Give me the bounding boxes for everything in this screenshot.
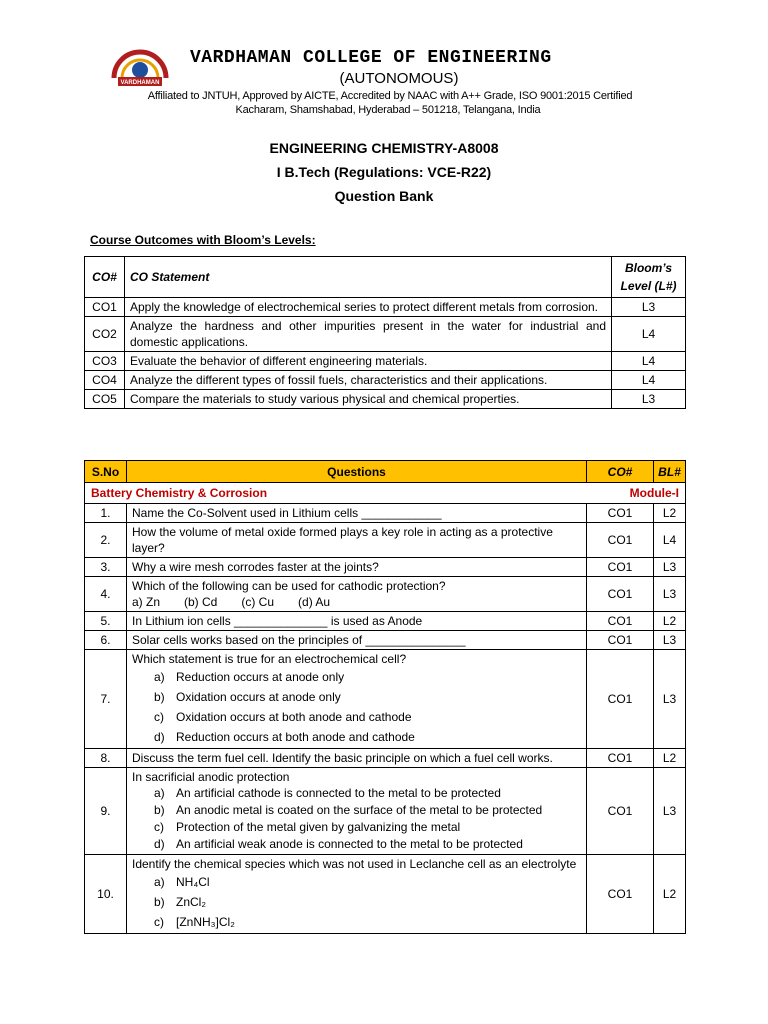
co-level: L3 xyxy=(612,390,686,409)
option: a) An artificial cathode is connected to the metal to be protected xyxy=(154,786,501,800)
program-title: I B.Tech (Regulations: VCE-R22) xyxy=(276,164,492,180)
question-stem: Which of the following can be used for cathodic protection? xyxy=(132,579,446,593)
col-statement: CO Statement xyxy=(125,257,612,298)
co-id: CO3 xyxy=(85,352,125,371)
table-row xyxy=(85,612,686,631)
module-row xyxy=(85,483,686,504)
question-number: 2. xyxy=(85,523,127,558)
co-level: L4 xyxy=(612,371,686,390)
question-co: CO1 xyxy=(587,523,654,558)
table-row xyxy=(85,558,686,577)
question-co: CO1 xyxy=(587,631,654,650)
question-number: 9. xyxy=(85,768,127,855)
co-statement: Apply the knowledge of electrochemical series to protect different metals from corrosion. xyxy=(125,298,612,317)
question-bl: L3 xyxy=(654,650,686,749)
question-number: 6. xyxy=(85,631,127,650)
question-number: 3. xyxy=(85,558,127,577)
option: (b) Cd xyxy=(184,595,218,609)
question-bl: L2 xyxy=(654,749,686,768)
table-row xyxy=(85,371,686,390)
question-text xyxy=(127,577,587,612)
question-co: CO1 xyxy=(587,558,654,577)
question-number: 10. xyxy=(85,855,127,934)
question-number: 4. xyxy=(85,577,127,612)
table-row xyxy=(85,504,686,523)
table-row xyxy=(85,631,686,650)
question-co: CO1 xyxy=(587,504,654,523)
affiliation-line: Affiliated to JNTUH, Approved by AICTE, Accredited by NAAC with A++ Grade, ISO 9001:2015 Certified xyxy=(147,90,633,102)
col-co: CO# xyxy=(587,461,654,483)
table-row xyxy=(85,390,686,409)
question-options xyxy=(132,872,581,932)
question-co: CO1 xyxy=(587,768,654,855)
question-text xyxy=(127,855,587,934)
option: b) An anodic metal is coated on the surface of the metal to be protected xyxy=(154,803,543,817)
question-number: 1. xyxy=(85,504,127,523)
co-id: CO2 xyxy=(85,317,125,352)
course-outcomes-heading: Course Outcomes with Bloom’s Levels: xyxy=(90,233,316,247)
col-sno: S.No xyxy=(85,461,127,483)
co-level: L3 xyxy=(612,298,686,317)
co-level: L4 xyxy=(612,352,686,371)
col-bloom-level: Bloom’s Level (L#) xyxy=(612,257,686,298)
question-stem: Identify the chemical species which was not used in Leclanche cell as an electrolyte xyxy=(132,857,577,871)
question-bl: L2 xyxy=(654,855,686,934)
document-titles xyxy=(0,136,768,208)
question-stem: Which statement is true for an electrochemical cell? xyxy=(132,652,407,666)
co-id: CO4 xyxy=(85,371,125,390)
option: a) Zn xyxy=(132,595,161,609)
option: a) NH₄Cl xyxy=(154,875,210,889)
option: a) Reduction occurs at anode only xyxy=(154,670,345,684)
question-text: Why a wire mesh corrodes faster at the joints? xyxy=(127,558,587,577)
address-line: Kacharam, Shamshabad, Hyderabad – 501218, Telangana, India xyxy=(235,104,541,116)
question-options xyxy=(132,594,581,610)
course-title: ENGINEERING CHEMISTRY-A8008 xyxy=(269,140,499,156)
autonomous-label: (AUTONOMOUS) xyxy=(339,70,459,87)
option: b) Oxidation occurs at anode only xyxy=(154,690,341,704)
module-label: Module-I xyxy=(629,486,679,500)
question-text xyxy=(127,650,587,749)
co-statement: Analyze the hardness and other impurities present in the water for industrial and domestic applications. xyxy=(125,317,612,352)
question-bank-table xyxy=(84,460,686,934)
question-bl: L3 xyxy=(654,577,686,612)
table-row xyxy=(85,768,686,855)
question-number: 7. xyxy=(85,650,127,749)
question-text: How the volume of metal oxide formed plays a key role in acting as a protective layer? xyxy=(127,523,587,558)
question-table-header xyxy=(85,461,686,483)
question-bl: L4 xyxy=(654,523,686,558)
college-name: VARDHAMAN COLLEGE OF ENGINEERING xyxy=(190,48,552,68)
col-questions: Questions xyxy=(127,461,587,483)
question-co: CO1 xyxy=(587,855,654,934)
option: d) Reduction occurs at both anode and cathode xyxy=(154,730,415,744)
question-co: CO1 xyxy=(587,577,654,612)
co-id: CO5 xyxy=(85,390,125,409)
question-number: 8. xyxy=(85,749,127,768)
option: b) ZnCl₂ xyxy=(154,895,206,909)
question-number: 5. xyxy=(85,612,127,631)
co-statement: Analyze the different types of fossil fuels, characteristics and their applications. xyxy=(125,371,612,390)
question-text xyxy=(127,768,587,855)
question-co: CO1 xyxy=(587,650,654,749)
question-co: CO1 xyxy=(587,612,654,631)
module-title: Battery Chemistry & Corrosion xyxy=(91,486,268,500)
option: c) Oxidation occurs at both anode and cathode xyxy=(154,710,412,724)
question-options xyxy=(132,785,581,853)
table-row xyxy=(85,298,686,317)
co-level: L4 xyxy=(612,317,686,352)
document-title: Question Bank xyxy=(334,188,434,204)
table-row xyxy=(85,577,686,612)
col-co: CO# xyxy=(85,257,125,298)
co-table-header xyxy=(85,257,686,298)
co-id: CO1 xyxy=(85,298,125,317)
question-text: Name the Co-Solvent used in Lithium cells ____________ xyxy=(127,504,587,523)
table-row xyxy=(85,855,686,934)
question-text: In Lithium ion cells ______________ is used as Anode xyxy=(127,612,587,631)
question-bl: L2 xyxy=(654,504,686,523)
page-header xyxy=(0,40,768,120)
question-bl: L3 xyxy=(654,768,686,855)
option: d) An artificial weak anode is connected to the metal to be protected xyxy=(154,837,523,851)
table-row xyxy=(85,352,686,371)
question-stem: In sacrificial anodic protection xyxy=(132,770,290,784)
option: c) [ZnNH₃]Cl₂ xyxy=(154,915,235,929)
course-outcomes-table xyxy=(84,256,686,409)
option: (c) Cu xyxy=(241,595,275,609)
question-co: CO1 xyxy=(587,749,654,768)
option: c) Protection of the metal given by galvanizing the metal xyxy=(154,820,461,834)
co-statement: Compare the materials to study various physical and chemical properties. xyxy=(125,390,612,409)
svg-text:VARDHAMAN: VARDHAMAN xyxy=(120,80,160,86)
question-bl: L3 xyxy=(654,558,686,577)
question-options xyxy=(132,667,581,747)
question-text: Discuss the term fuel cell. Identify the basic principle on which a fuel cell works. xyxy=(127,749,587,768)
table-row xyxy=(85,317,686,352)
table-row xyxy=(85,749,686,768)
co-statement: Evaluate the behavior of different engineering materials. xyxy=(125,352,612,371)
question-bl: L2 xyxy=(654,612,686,631)
question-bl: L3 xyxy=(654,631,686,650)
option: (d) Au xyxy=(298,595,331,609)
table-row xyxy=(85,523,686,558)
table-row xyxy=(85,650,686,749)
question-text: Solar cells works based on the principles of _______________ xyxy=(127,631,587,650)
col-bl: BL# xyxy=(654,461,686,483)
